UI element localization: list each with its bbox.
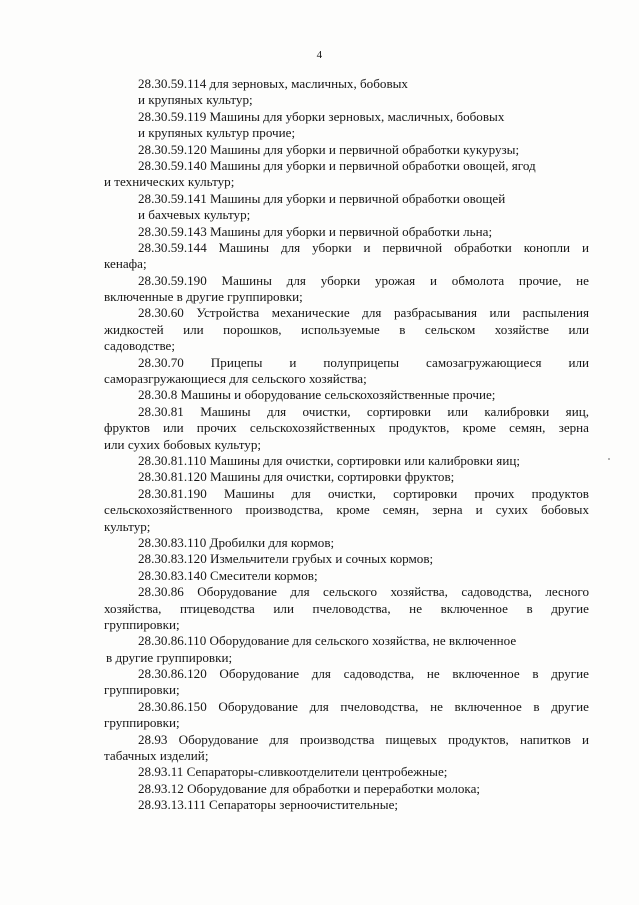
text-line: и технических культур; bbox=[104, 174, 235, 190]
text-line: 28.30.59.141 Машины для уборки и первичной обработки овощей bbox=[138, 190, 506, 206]
text-line: и крупяных культур; bbox=[138, 92, 253, 108]
text-line: группировки; bbox=[104, 616, 180, 632]
text-line: 28.30.86.120 Оборудование для садоводства, не включенное в другие bbox=[138, 666, 589, 682]
text-line: 28.93.13.111 Сепараторы зерноочистительные; bbox=[138, 797, 399, 813]
text-line: 28.30.86 Оборудование для сельского хозяйства, садоводства, лесного bbox=[138, 584, 589, 600]
scan-speck bbox=[608, 458, 610, 460]
text-line: 28.30.81.110 Машины для очистки, сортировки или калибровки яиц; bbox=[138, 452, 520, 468]
text-line: группировки; bbox=[104, 682, 180, 698]
page-number: 4 bbox=[316, 49, 323, 61]
text-line: саморазгружающиеся для сельского хозяйства; bbox=[104, 371, 367, 387]
text-line: 28.30.59.140 Машины для уборки и первичной обработки овощей, ягод bbox=[138, 157, 536, 173]
text-line: жидкостей или порошков, используемые в сельском хозяйстве или bbox=[104, 321, 589, 337]
text-line: 28.93 Оборудование для производства пищевых продуктов, напитков и bbox=[138, 731, 589, 747]
text-line: 28.30.81.190 Машины для очистки, сортировки прочих продуктов bbox=[138, 485, 589, 501]
text-line: 28.30.83.120 Измельчители грубых и сочных кормов; bbox=[138, 551, 434, 567]
text-line: группировки; bbox=[104, 715, 180, 731]
text-line: кенафа; bbox=[104, 256, 147, 272]
text-line: 28.30.59.120 Машины для уборки и первичной обработки кукурузы; bbox=[138, 141, 520, 157]
text-line: 28.30.83.140 Смесители кормов; bbox=[138, 567, 318, 583]
text-line: и бахчевых культур; bbox=[138, 207, 251, 223]
text-line: культур; bbox=[104, 518, 151, 534]
text-line: 28.30.59.190 Машины для уборки урожая и обмолота прочие, не bbox=[138, 272, 589, 288]
text-line: хозяйства, птицеводства или пчеловодства, не включенное в другие bbox=[104, 600, 589, 616]
text-line: 28.30.83.110 Дробилки для кормов; bbox=[138, 534, 335, 550]
text-line: и крупяных культур прочие; bbox=[138, 125, 296, 141]
text-line: 28.30.8 Машины и оборудование сельскохозяйственные прочие; bbox=[138, 387, 496, 403]
document-body bbox=[104, 76, 589, 814]
text-line: 28.93.12 Оборудование для обработки и переработки молока; bbox=[138, 780, 481, 796]
text-line: 28.30.59.144 Машины для уборки и первичной обработки конопли и bbox=[138, 239, 589, 255]
text-line: 28.30.86.150 Оборудование для пчеловодства, не включенное в другие bbox=[138, 698, 589, 714]
text-line: 28.30.81 Машины для очистки, сортировки или калибровки яиц, bbox=[138, 403, 589, 419]
text-line: 28.30.59.143 Машины для уборки и первичной обработки льна; bbox=[138, 223, 493, 239]
text-line: табачных изделий; bbox=[104, 748, 209, 764]
text-line: 28.30.86.110 Оборудование для сельского хозяйства, не включенное bbox=[138, 633, 517, 649]
text-line: включенные в другие группировки; bbox=[104, 289, 303, 305]
text-line: 28.93.11 Сепараторы-сливкоотделители центробежные; bbox=[138, 764, 448, 780]
text-line: сельскохозяйственного производства, кроме семян, зерна и сухих бобовых bbox=[104, 502, 589, 518]
text-line: 28.30.59.119 Машины для уборки зерновых, масличных, бобовых bbox=[138, 108, 505, 124]
text-line: 28.30.59.114 для зерновых, масличных, бобовых bbox=[138, 76, 408, 91]
text-line: 28.30.60 Устройства механические для разбрасывания или распыления bbox=[138, 305, 589, 321]
text-line: или сухих бобовых культур; bbox=[104, 436, 262, 452]
text-line: садоводстве; bbox=[104, 338, 176, 354]
text-line: 28.30.81.120 Машины для очистки, сортировки фруктов; bbox=[138, 469, 455, 485]
text-line: фруктов или прочих сельскохозяйственных продуктов, кроме семян, зерна bbox=[104, 420, 589, 436]
text-line: 28.30.70 Прицепы и полуприцепы самозагружающиеся или bbox=[138, 354, 589, 370]
text-line: в другие группировки; bbox=[106, 649, 233, 665]
